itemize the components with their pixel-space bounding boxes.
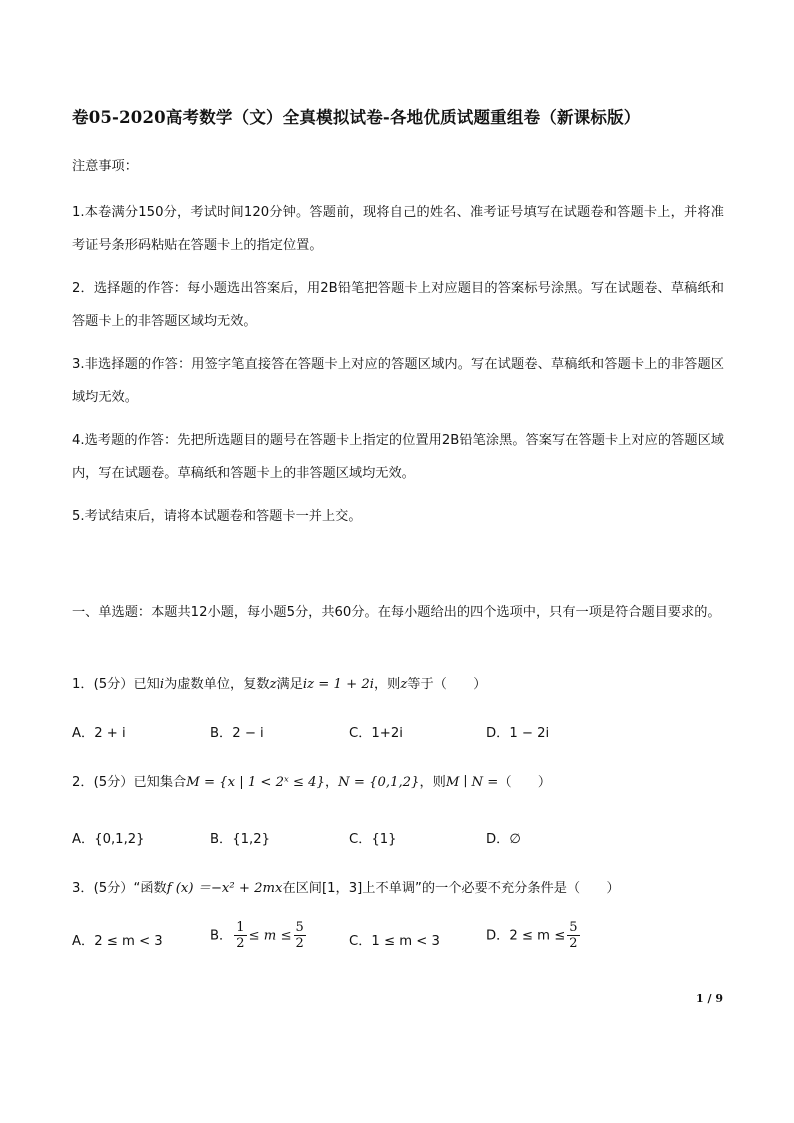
question-3-options [72,920,724,960]
page-title: 卷05-2020高考数学（文）全真模拟试卷-各地优质试题重组卷（新课标版） [72,108,641,127]
option-d: D．1 − 2i [486,726,550,741]
section-heading: 一、单选题：本题共12小题，每小题5分，共60分。在每小题给出的四个选项中，只有一项是符合题目要求的。 [72,605,721,620]
notice-5: 5.考试结束后，请将本试题卷和答题卡一并上交。 [72,509,362,524]
notice-3: 3.非选择题的作答：用签字笔直接答在答题卡上对应的答题区域内。写在试题卷、草稿纸和答题卡上的非答题区域均无效。 [72,357,724,405]
option-c: C．1 ≤ m < 3 [349,934,440,949]
option-d: D．2 ≤ m ≤ $\frac{5}{2}$ [486,920,578,951]
option-a: A．2 ≤ m < 3 [72,934,163,949]
question-1-options [72,722,724,746]
fraction-one-half: $\frac{1}{2}$ [236,920,245,951]
notice-heading: 注意事项： [72,159,138,174]
page-number: 1 / 9 [696,992,723,1005]
question-3-stem: 3．(5分）“函数f (x) ＝−x² + 2mx在区间[1，3]上不单调”的一个必要不充分条件是（ ） [72,881,620,896]
question-2-stem: 2．(5分）已知集合M = {x | 1 < 2ˣ ≤ 4}，N = {0,1,2}，则M ∣ N =（ ） [72,775,552,790]
notice-4: 4.选考题的作答：先把所选题目的题号在答题卡上指定的位置用2B铅笔涂黑。答案写在答题卡上对应的答题区域内，写在试题卷。草稿纸和答题卡上的非答题区域均无效。 [72,433,724,481]
question-2-options [72,828,724,852]
option-c: C．{1} [349,832,397,847]
option-a: A．2 + i [72,726,126,741]
notice-2: 2．选择题的作答：每小题选出答案后，用2B铅笔把答题卡上对应题目的答案标号涂黑。写在试题卷、草稿纸和答题卡上的非答题区域均无效。 [72,281,724,329]
question-1-stem: 1．(5分）已知i为虚数单位，复数z满足iz = 1 + 2i，则z等于（ ） [72,677,487,692]
option-d: D．∅ [486,832,521,847]
option-b: B．{1,2} [210,832,270,847]
fraction-five-halves: $\frac{5}{2}$ [569,920,578,951]
notice-1: 1.本卷满分150分，考试时间120分钟。答题前，现将自己的姓名、准考证号填写在试题卷和答题卡上，并将准考证号条形码粘贴在答题卡上的指定位置。 [72,205,724,253]
option-a: A．{0,1,2} [72,832,145,847]
option-b: B．2 − i [210,726,264,741]
option-c: C．1+2i [349,726,403,741]
fraction-five-halves: $\frac{5}{2}$ [295,920,304,951]
option-b: B． $\frac{1}{2}$ ≤ m ≤ $\frac{5}{2}$ [210,920,304,951]
